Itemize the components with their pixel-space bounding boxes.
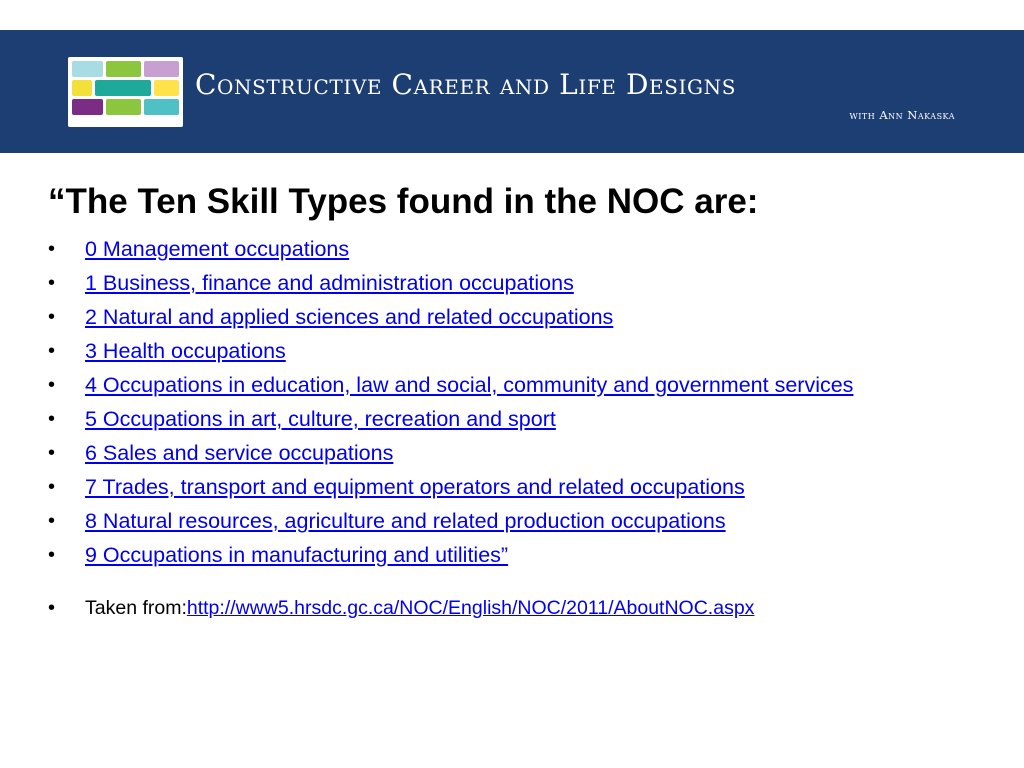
bullet-icon: • [48,476,56,498]
skill-type-link-4[interactable]: 4 Occupations in education, law and social, community and government services [85,373,854,397]
header-band [0,30,1024,153]
slide-heading: “The Ten Skill Types found in the NOC are: [48,182,759,221]
bullet-icon: • [48,374,56,396]
colored-bricks-logo [68,57,183,127]
skill-type-link-3[interactable]: 3 Health occupations [85,339,286,363]
logo-brick [106,61,141,77]
list-item [48,406,978,432]
logo-brick [106,99,141,115]
logo-brick [144,99,179,115]
skill-type-link-6[interactable]: 6 Sales and service occupations [85,441,394,465]
list-item [48,542,978,568]
source-citation [48,595,978,621]
list-item [48,338,978,364]
skill-type-link-7[interactable]: 7 Trades, transport and equipment operators and related occupations [85,475,745,499]
brand-subtitle: with Ann Nakaska [849,108,955,122]
bullet-icon: • [48,408,56,430]
bullet-icon: • [48,510,56,532]
skill-type-link-2[interactable]: 2 Natural and applied sciences and related occupations [85,305,614,329]
skill-type-link-5[interactable]: 5 Occupations in art, culture, recreation and sport [85,407,556,431]
bullet-icon: • [48,597,56,619]
skill-types-list [48,236,978,568]
logo-brick [72,80,92,96]
logo-brick [144,61,179,77]
logo-brick [72,61,103,77]
bullet-icon: • [48,544,56,566]
bullet-icon: • [48,442,56,464]
bullet-icon: • [48,306,56,328]
source-url-link[interactable]: http://www5.hrsdc.gc.ca/NOC/English/NOC/2011/AboutNOC.aspx [186,597,755,619]
logo-brick [72,99,103,115]
source-prefix: Taken from: [85,597,187,619]
brand-title: Constructive Career and Life Designs [195,68,737,101]
skill-type-link-8[interactable]: 8 Natural resources, agriculture and related production occupations [85,509,726,533]
bullet-icon: • [48,340,56,362]
list-item [48,474,978,500]
skill-type-link-9[interactable]: 9 Occupations in manufacturing and utilities” [85,543,509,567]
list-item [48,236,978,262]
list-item [48,440,978,466]
skill-type-link-1[interactable]: 1 Business, finance and administration occupations [85,271,574,295]
bullet-icon: • [48,238,56,260]
list-item [48,304,978,330]
logo-brick [154,80,179,96]
list-item [48,508,978,534]
logo-brick [95,80,151,96]
skill-type-link-0[interactable]: 0 Management occupations [85,237,350,261]
content-area [48,176,978,621]
list-item [48,372,978,398]
bullet-icon: • [48,272,56,294]
list-item [48,270,978,296]
